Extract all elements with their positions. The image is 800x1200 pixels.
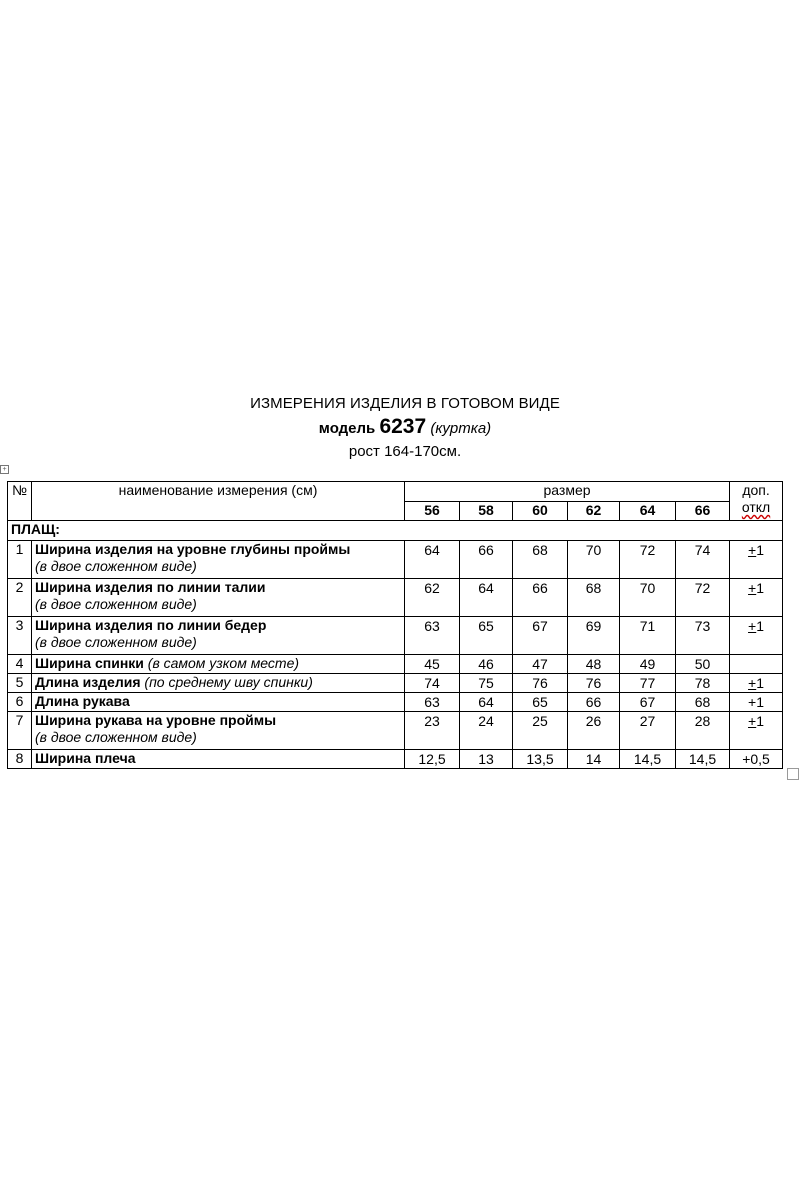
size-value: 68 [513, 541, 568, 579]
size-value: 48 [568, 655, 620, 674]
size-value: 24 [460, 712, 513, 750]
deviation-sign: + [748, 675, 757, 691]
measurement-note: (в двое сложенном виде) [35, 729, 197, 745]
size-value: 63 [405, 693, 460, 712]
header-number: № [8, 482, 32, 521]
model-line [0, 414, 800, 442]
measurement-name: Ширина изделия по линии талии [35, 579, 266, 595]
size-header: 56 [405, 502, 460, 521]
deviation-value [730, 750, 783, 769]
row-number: 1 [8, 541, 32, 579]
measurement-name: Длина рукава [35, 693, 130, 709]
table-row [8, 674, 783, 693]
size-value: 64 [405, 541, 460, 579]
measurement-note: (в двое сложенном виде) [35, 596, 197, 612]
size-value: 70 [568, 541, 620, 579]
measurement-note: (в двое сложенном виде) [35, 558, 197, 574]
deviation-value [730, 655, 783, 674]
size-value: 50 [676, 655, 730, 674]
measurement-name: Ширина плеча [35, 750, 136, 766]
deviation-number: 1 [756, 675, 765, 691]
deviation-sign: + [748, 580, 757, 596]
end-of-table-marker [787, 768, 799, 780]
size-value: 47 [513, 655, 568, 674]
size-value: 49 [620, 655, 676, 674]
deviation-sign: + [748, 618, 757, 634]
row-name-cell [32, 750, 405, 769]
measurement-name: Длина изделия [35, 674, 141, 690]
row-name-cell [32, 617, 405, 655]
size-value: 71 [620, 617, 676, 655]
size-value: 74 [405, 674, 460, 693]
deviation-value [730, 674, 783, 693]
size-value: 14,5 [676, 750, 730, 769]
row-name-cell [32, 674, 405, 693]
row-number: 4 [8, 655, 32, 674]
size-header: 66 [676, 502, 730, 521]
row-number: 5 [8, 674, 32, 693]
measurement-name: Ширина рукава на уровне проймы [35, 712, 277, 728]
size-value: 46 [460, 655, 513, 674]
size-value: 13 [460, 750, 513, 769]
size-header: 64 [620, 502, 676, 521]
row-number: 2 [8, 579, 32, 617]
header-deviation-line2: откл [741, 499, 771, 515]
deviation-number: 1 [756, 542, 765, 558]
deviation-value [730, 693, 783, 712]
size-value: 69 [568, 617, 620, 655]
size-value: 76 [568, 674, 620, 693]
deviation-sign: + [748, 542, 757, 558]
size-value: 64 [460, 579, 513, 617]
header-size: размер [405, 482, 730, 502]
measurement-note: (в самом узком месте) [147, 655, 300, 671]
size-value: 66 [460, 541, 513, 579]
size-value: 66 [568, 693, 620, 712]
size-value: 75 [460, 674, 513, 693]
model-type: (куртка) [430, 420, 492, 437]
row-name-cell [32, 655, 405, 674]
deviation-value [730, 579, 783, 617]
size-header: 60 [513, 502, 568, 521]
row-name-cell [32, 712, 405, 750]
measurement-name: Ширина изделия по линии бедер [35, 617, 267, 633]
size-value: 65 [513, 693, 568, 712]
size-value: 25 [513, 712, 568, 750]
size-value: 72 [620, 541, 676, 579]
table-row [8, 655, 783, 674]
table-row [8, 541, 783, 579]
size-value: 67 [513, 617, 568, 655]
size-value: 28 [676, 712, 730, 750]
size-value: 63 [405, 617, 460, 655]
size-value: 68 [676, 693, 730, 712]
measurement-name: Ширина изделия на уровне глубины проймы [35, 541, 351, 557]
size-value: 74 [676, 541, 730, 579]
size-value: 67 [620, 693, 676, 712]
size-value: 68 [568, 579, 620, 617]
row-number: 6 [8, 693, 32, 712]
size-value: 78 [676, 674, 730, 693]
deviation-number: 1 [756, 580, 765, 596]
height-line: рост 164-170см. [348, 443, 462, 460]
size-value: 14,5 [620, 750, 676, 769]
size-value: 45 [405, 655, 460, 674]
section-empty-cell [730, 521, 783, 541]
size-value: 23 [405, 712, 460, 750]
size-value: 26 [568, 712, 620, 750]
size-header: 62 [568, 502, 620, 521]
row-number: 3 [8, 617, 32, 655]
row-name-cell [32, 541, 405, 579]
size-value: 73 [676, 617, 730, 655]
measurement-note: (в двое сложенном виде) [35, 634, 197, 650]
table-row [8, 712, 783, 750]
deviation-value [730, 712, 783, 750]
size-value: 27 [620, 712, 676, 750]
measurement-note: (по среднему шву спинки) [144, 674, 313, 690]
size-value: 14 [568, 750, 620, 769]
model-label: модель [318, 420, 376, 437]
deviation-value [730, 541, 783, 579]
size-value: 76 [513, 674, 568, 693]
deviation-number: +1 [748, 694, 765, 710]
row-name-cell [32, 579, 405, 617]
table-row [8, 750, 783, 769]
deviation-number: 1 [756, 713, 765, 729]
size-value: 70 [620, 579, 676, 617]
size-value: 12,5 [405, 750, 460, 769]
model-number: 6237 [379, 415, 427, 438]
size-value: 72 [676, 579, 730, 617]
row-number: 8 [8, 750, 32, 769]
header-deviation [730, 482, 783, 521]
measurement-name: Ширина спинки [35, 655, 144, 671]
size-value: 13,5 [513, 750, 568, 769]
deviation-sign: + [748, 713, 757, 729]
header-measurement-name: наименование измерения (см) [32, 482, 405, 521]
table-row [8, 579, 783, 617]
document-title: ИЗМЕРЕНИЯ ИЗДЕЛИЯ В ГОТОВОМ ВИДЕ [250, 395, 560, 412]
table-move-handle-icon[interactable]: + [0, 465, 9, 474]
row-number: 7 [8, 712, 32, 750]
deviation-number: 1 [756, 618, 765, 634]
size-value: 64 [460, 693, 513, 712]
section-label: ПЛАЩ: [8, 521, 730, 541]
table-row [8, 693, 783, 712]
row-name-cell [32, 693, 405, 712]
size-value: 77 [620, 674, 676, 693]
size-header: 58 [460, 502, 513, 521]
deviation-value [730, 617, 783, 655]
size-value: 62 [405, 579, 460, 617]
header-deviation-line1: доп. [742, 482, 770, 498]
table-row [8, 617, 783, 655]
size-value: 65 [460, 617, 513, 655]
document-header [0, 394, 800, 461]
measurements-table [7, 481, 783, 769]
size-value: 66 [513, 579, 568, 617]
deviation-number: +0,5 [742, 751, 770, 767]
